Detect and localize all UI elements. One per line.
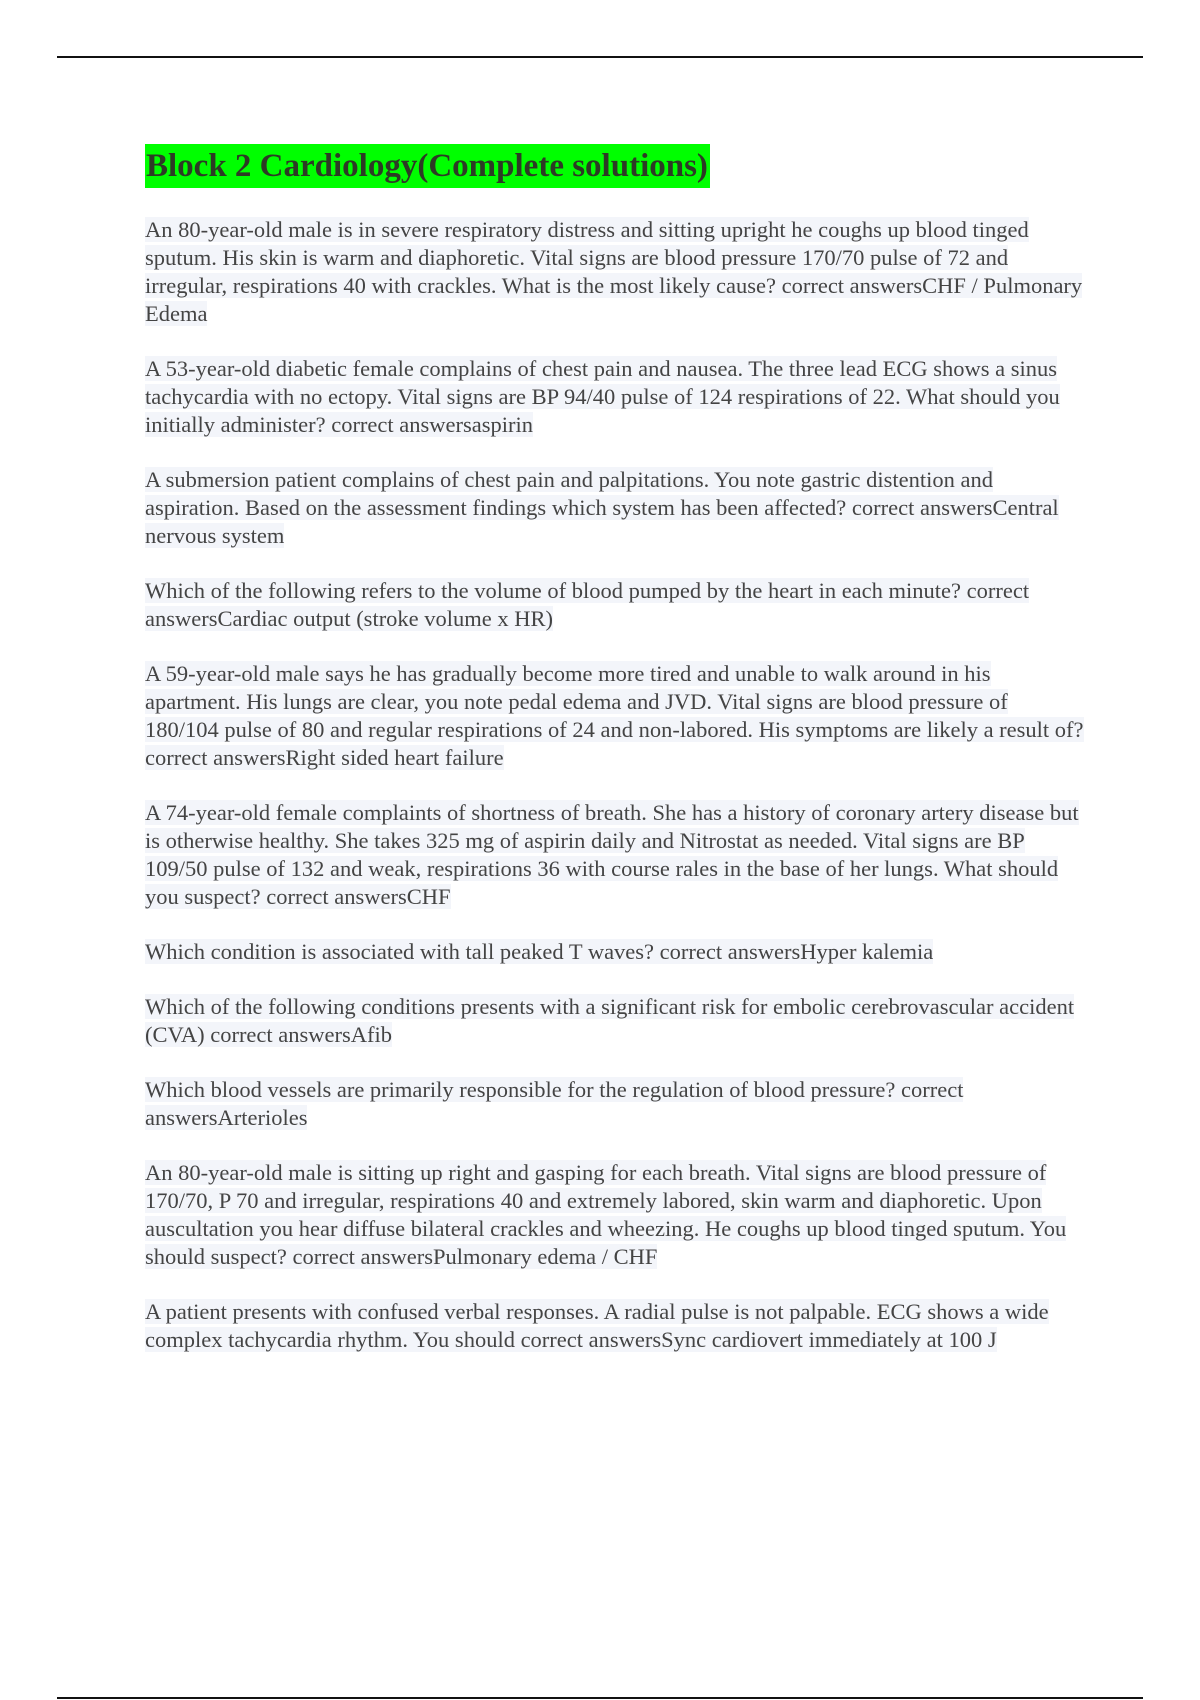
- qa-item-text: A submersion patient complains of chest pain and palpitations. You note gastric distention and aspiration. Based on the assessment findings which system has been affected? correct answersCentral nervous system: [145, 467, 1059, 548]
- qa-item-4: [145, 577, 1085, 633]
- footer-rule: [57, 1697, 1143, 1699]
- qa-item-5: [145, 660, 1085, 772]
- qa-item-text: An 80-year-old male is in severe respiratory distress and sitting upright he coughs up blood tinged sputum. His skin is warm and diaphoretic. Vital signs are blood pressure 170/70 pulse of 72 and irregular, respirations 40 with crackles. What is the most likely cause? correct answersCHF / Pulmonary Edema: [145, 217, 1083, 326]
- qa-item-1: [145, 216, 1085, 328]
- document-body: [145, 144, 1085, 1381]
- qa-item-8: [145, 993, 1085, 1049]
- qa-item-11: [145, 1298, 1085, 1354]
- qa-item-7: [145, 938, 1085, 966]
- qa-item-text: A 59-year-old male says he has gradually become more tired and unable to walk around in his apartment. His lungs are clear, you note pedal edema and JVD. Vital signs are blood pressure of 180/104 pulse of 80 and regular respirations of 24 and non-labored. His symptoms are likely a result of? correct answersRight sided heart failure: [145, 661, 1084, 770]
- qa-item-text: A 74-year-old female complaints of shortness of breath. She has a history of coronary artery disease but is otherwise healthy. She takes 325 mg of aspirin daily and Nitrostat as needed. Vital signs are BP 109/50 pulse of 132 and weak, respirations 36 with course rales in the base of her lungs. What should you suspect? correct answersCHF: [145, 800, 1079, 909]
- document-title: Block 2 Cardiology(Complete solutions): [145, 144, 710, 188]
- qa-item-text: A 53-year-old diabetic female complains of chest pain and nausea. The three lead ECG shows a sinus tachycardia with no ectopy. Vital signs are BP 94/40 pulse of 124 respirations of 22. What should you initially administer? correct answersaspirin: [145, 356, 1060, 437]
- qa-item-9: [145, 1076, 1085, 1132]
- qa-item-3: [145, 466, 1085, 550]
- qa-item-text: Which condition is associated with tall peaked T waves? correct answersHyper kalemia: [145, 939, 934, 964]
- qa-item-text: A patient presents with confused verbal responses. A radial pulse is not palpable. ECG shows a wide complex tachycardia rhythm. You should correct answersSync cardiovert immediately at 100 J: [145, 1299, 1049, 1352]
- header-rule: [57, 56, 1143, 58]
- qa-item-10: [145, 1159, 1085, 1271]
- qa-item-text: Which blood vessels are primarily responsible for the regulation of blood pressure? correct answersArterioles: [145, 1077, 964, 1130]
- qa-item-text: Which of the following conditions presents with a significant risk for embolic cerebrovascular accident (CVA) correct answersAfib: [145, 994, 1075, 1047]
- qa-list: [145, 216, 1085, 1354]
- qa-item-2: [145, 355, 1085, 439]
- qa-item-6: [145, 799, 1085, 911]
- qa-item-text: An 80-year-old male is sitting up right and gasping for each breath. Vital signs are blood pressure of 170/70, P 70 and irregular, respirations 40 and extremely labored, skin warm and diaphoretic. Upon auscultation you hear diffuse bilateral crackles and wheezing. He coughs up blood tinged sputum. You should suspect? correct answersPulmonary edema / CHF: [145, 1160, 1067, 1269]
- qa-item-text: Which of the following refers to the volume of blood pumped by the heart in each minute? correct answersCardiac output (stroke volume x HR): [145, 578, 1030, 631]
